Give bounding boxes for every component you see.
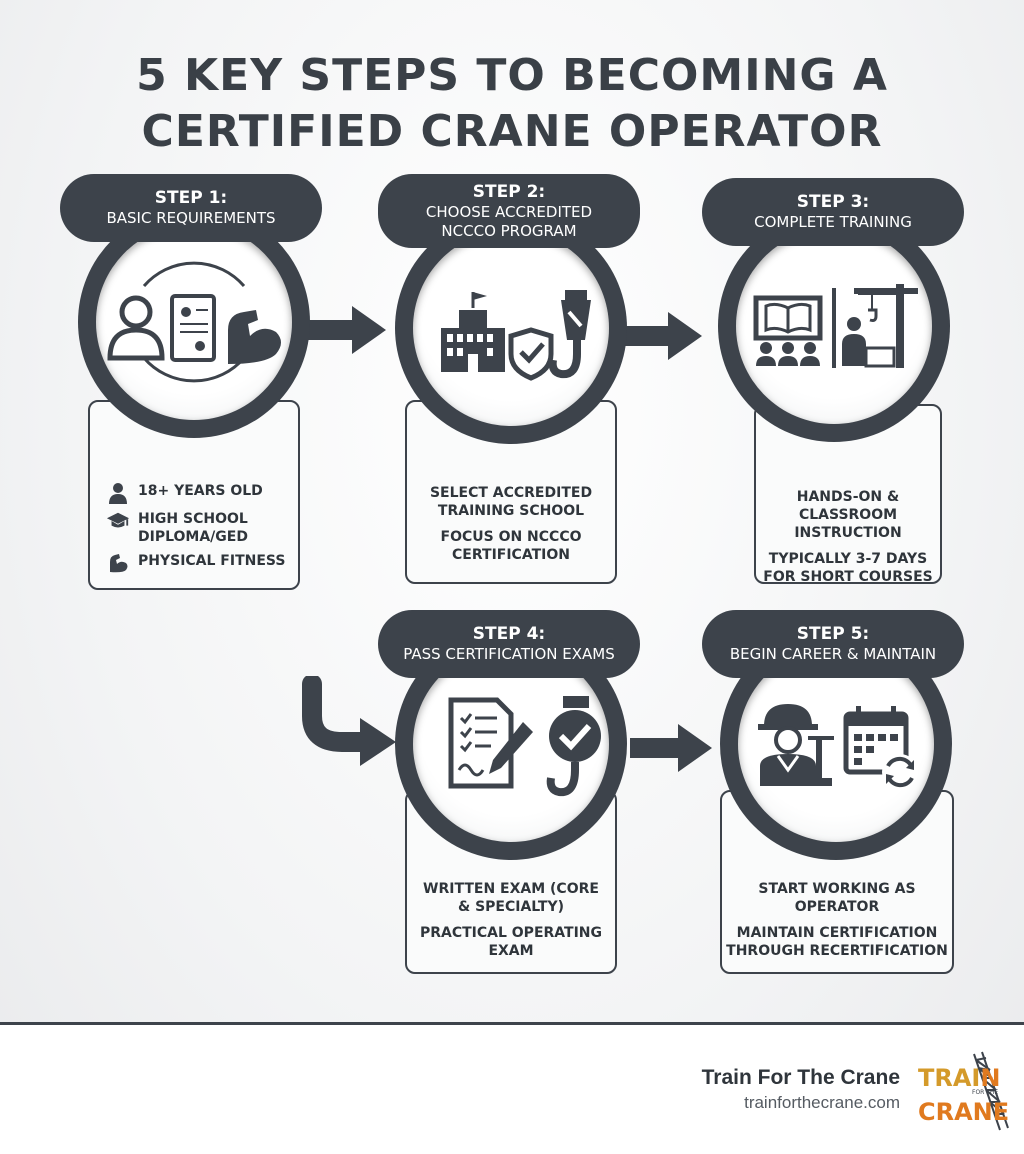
svg-text:CRANE: CRANE bbox=[918, 1098, 1010, 1126]
step-5-item-2: MAINTAIN CERTIFICATION THROUGH RECERTIFICATION bbox=[726, 925, 948, 959]
requirement-age: 18+ YEARS OLD bbox=[106, 482, 288, 504]
step-2-item-1: SELECT ACCREDITED TRAINING SCHOOL bbox=[429, 485, 593, 519]
train-for-the-crane-logo bbox=[916, 1050, 1012, 1136]
step-2-number: STEP 2: bbox=[472, 181, 546, 202]
classroom-book-icon bbox=[756, 298, 820, 366]
step-5-name: BEGIN CAREER & MAINTAIN bbox=[729, 645, 937, 663]
calendar-renew-icon bbox=[846, 706, 918, 790]
brand-url[interactable]: trainforthecrane.com bbox=[744, 1093, 900, 1112]
requirement-education: HIGH SCHOOL DIPLOMA/GED bbox=[106, 510, 288, 546]
exam-paper-pencil-icon bbox=[451, 700, 533, 786]
step-3-header bbox=[702, 178, 964, 246]
step-4-item-1: WRITTEN EXAM (CORE & SPECIALTY) bbox=[423, 881, 599, 915]
flexed-arm-icon bbox=[106, 552, 130, 574]
title-line-2: CERTIFIED CRANE OPERATOR bbox=[141, 106, 883, 157]
arrow-step1-to-step2 bbox=[300, 300, 390, 360]
flexed-arm-icon bbox=[228, 310, 281, 364]
graduation-cap-icon bbox=[106, 510, 130, 532]
step-3-number: STEP 3: bbox=[796, 192, 870, 212]
step-5-number: STEP 5: bbox=[796, 624, 870, 644]
diploma-icon bbox=[172, 296, 214, 360]
school-building-icon bbox=[441, 292, 505, 372]
person-icon bbox=[110, 298, 162, 358]
step-2-item-2: FOCUS ON NCCCO CERTIFICATION bbox=[440, 529, 582, 563]
step-5-header bbox=[702, 610, 964, 678]
step-1-header bbox=[60, 174, 322, 242]
step-1-name: BASIC REQUIREMENTS bbox=[106, 209, 276, 227]
svg-text:FOR THE: FOR THE bbox=[972, 1089, 999, 1096]
step-4-item-2: PRACTICAL OPERATING EXAM bbox=[419, 925, 603, 959]
title-line-1: 5 KEY STEPS TO BECOMING A bbox=[136, 50, 888, 101]
step-4-header bbox=[378, 610, 640, 678]
svg-text:TRAIN: TRAIN bbox=[918, 1064, 1001, 1092]
arrow-to-step4 bbox=[292, 676, 402, 776]
crane-hook-icon bbox=[553, 290, 591, 374]
requirement-fitness: PHYSICAL FITNESS bbox=[106, 552, 288, 574]
step-2-name-line-1: CHOOSE ACCREDITED bbox=[425, 202, 593, 221]
shield-check-icon bbox=[511, 330, 551, 378]
brand-name: Train For The Crane bbox=[701, 1066, 900, 1089]
arrow-step4-to-step5 bbox=[626, 718, 716, 778]
hook-check-icon bbox=[549, 696, 601, 792]
step-2-name-line-2: NCCCO PROGRAM bbox=[441, 221, 577, 240]
step-4-name: PASS CERTIFICATION EXAMS bbox=[403, 645, 615, 663]
crane-operator-icon bbox=[842, 284, 918, 368]
person-icon bbox=[106, 482, 130, 504]
step-3-item-2: TYPICALLY 3-7 DAYS FOR SHORT COURSES bbox=[763, 551, 933, 585]
step-3-name: COMPLETE TRAINING bbox=[754, 213, 912, 231]
arrow-step2-to-step3 bbox=[616, 306, 706, 366]
step-1-number: STEP 1: bbox=[154, 188, 228, 208]
hard-hat-worker-icon bbox=[758, 704, 834, 786]
page-title bbox=[0, 48, 1024, 160]
step-5-item-1: START WORKING AS OPERATOR bbox=[758, 881, 916, 915]
step-3-item-1: HANDS-ON & CLASSROOM INSTRUCTION bbox=[794, 489, 902, 541]
step-4-number: STEP 4: bbox=[472, 624, 546, 644]
step-2-header bbox=[378, 174, 640, 248]
